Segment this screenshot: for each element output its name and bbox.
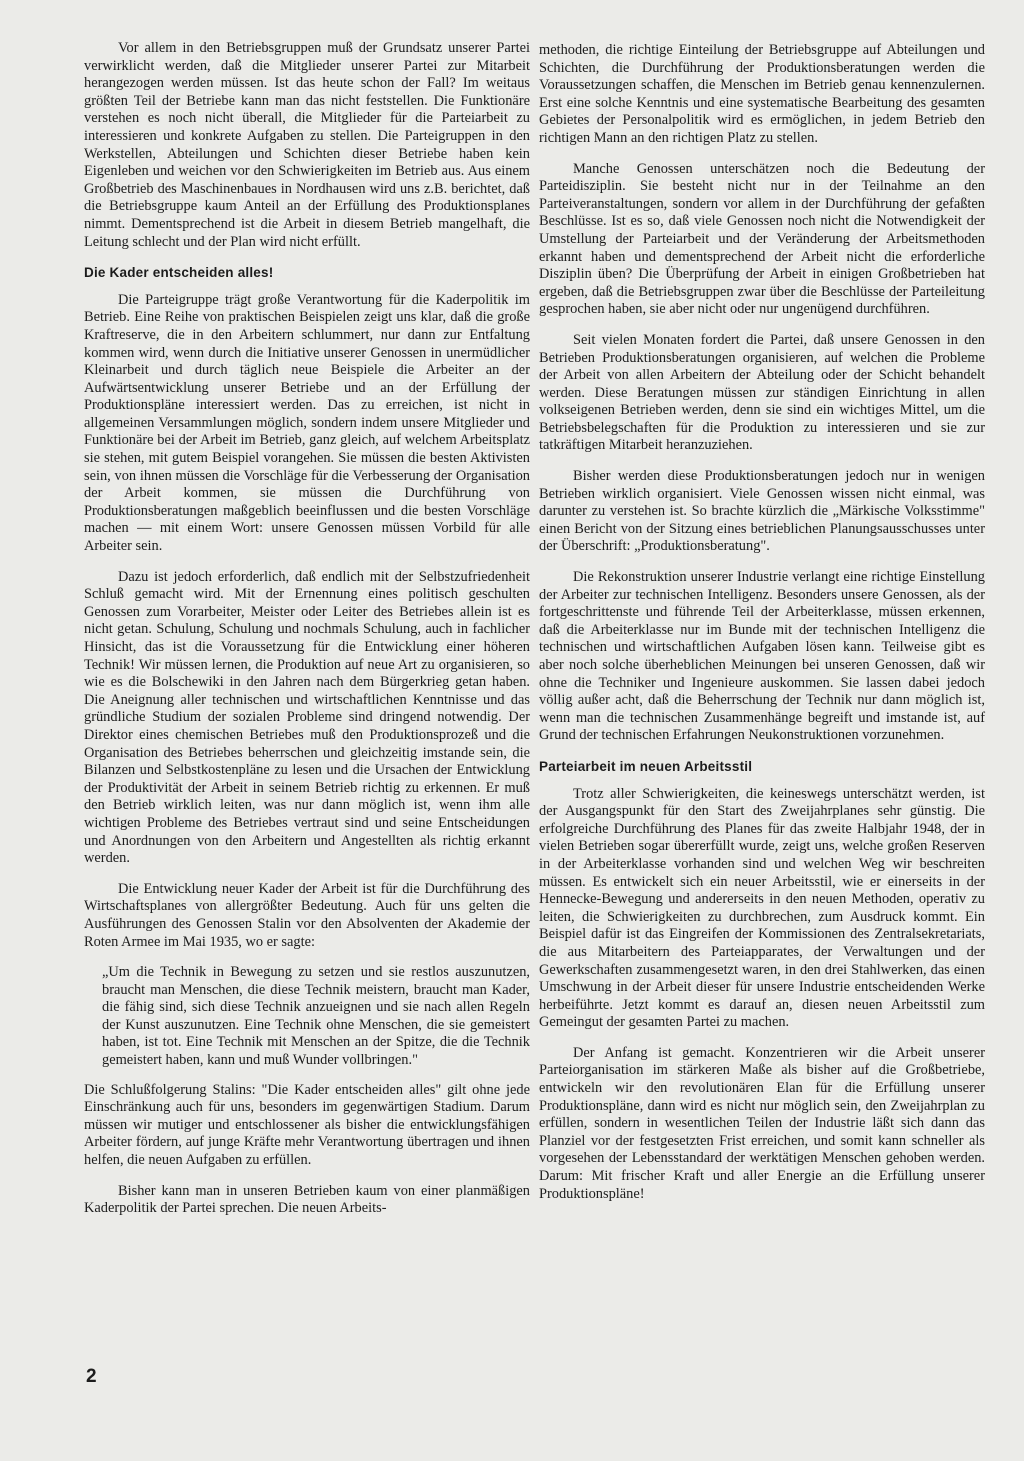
paragraph: Bisher werden diese Produktionsberatungen jedoch nur in wenigen Betrieben wirklich organisiert. Viele Genossen wissen nicht einmal, was darunter zu verstehen ist. So brachte kürzlich die „Märkische Volksstimme" einen Bericht von der Sitzung eines betrieblichen Planungsausschusses unter der Überschrift: „Produktionsberatung". — [539, 468, 985, 555]
right-column — [539, 42, 985, 1216]
page-number: 2 — [86, 1366, 97, 1387]
section-heading: Parteiarbeit im neuen Arbeitsstil — [539, 758, 753, 774]
paragraph: Die Rekonstruktion unserer Industrie verlangt eine richtige Einstellung der Arbeiter zur technischen Intelligenz. Besonders unsere Genossen, als der fortgeschrittenste und führende Teil der Arbeiterklasse, müssen erkennen, daß die Arbeiterklasse nur im Bunde mit der technischen Intelligenz die technischen und wirtschaftlichen Aufgaben lösen kann. Teilweise gibt es aber noch solche überheblichen Meinungen bei unseren Genossen, daß wir ohne die Techniker und Ingenieure auskommen. Sie lassen dabei jedoch völlig außer acht, daß die Beherrschung der Technik nur dann möglich ist, wenn man die technischen Zusammenhänge begreift und imstande ist, auf Grund der technischen Erfahrungen Neukonstruktionen vorzunehmen. — [539, 569, 985, 744]
paragraph: Dazu ist jedoch erforderlich, daß endlich mit der Selbstzufriedenheit Schluß gemacht wird. Mit der Ernennung eines politisch geschulten Genossen zum Vorarbeiter, Meister oder Leiter des Betriebes allein ist es nicht getan. Schulung, Schulung und nochmals Schulung, auch in fachlicher Hinsicht, das ist die Voraussetzung für die Entwicklung einer höheren Technik! Wir müssen lernen, die Produktion auf neue Art zu organisieren, so wie es die Bolschewiki in den Jahren nach dem Bürgerkrieg getan haben. Die Aneignung aller technischen und wirtschaftlichen Kenntnisse und das gründliche Studium der sozialen Probleme sind dringend notwendig. Der Direktor eines chemischen Betriebes muß den Produktionsprozeß und die Organisation des Betriebes beherrschen und gleichzeitig imstande sein, die Bilanzen und Selbstkostenpläne zu lesen und die Ursachen der Entwicklung der Produktivität der Arbeit in seinem Betrieb richtig zu erkennen. Er muß den Betrieb wirklich leiten, was nur dann möglich ist, wenn ihm alle wichtigen Probleme des Betriebes vertraut sind und seine Entscheidungen und Anordnungen von den Arbeitern und Angestellten als richtig erkannt werden. — [84, 568, 530, 867]
paragraph: Die Parteigruppe trägt große Verantwortung für die Kaderpolitik im Betrieb. Eine Reihe von praktischen Beispielen zeigt uns klar, daß die große Kraftreserve, die in den Arbeitern schlummert, nur dann zur Entfaltung kommen wird, wenn durch die Initiative unserer Genossen in unermüdlicher Kleinarbeit und durch täglich neue Beispiele die Arbeiter an der Aufwärtsentwicklung unserer Betriebe und an der Erfüllung der Produktionspläne interessiert werden. Das zu erreichen, ist nicht in allgemeinen Versammlungen möglich, sondern indem unsere Mitglieder und Funktionäre bei der Arbeit im Betrieb, ganz gleich, auf welchem Arbeitsplatz sie stehen, mit gutem Beispiel vorangehen. Sie müssen die besten Aktivisten sein, von ihnen müssen die Vorschläge für die Verbesserung der Organisation der Arbeit kommen, sie müssen die Durchführung von Produktionsberatungen maßgeblich beeinflussen und die besten Vorschläge machen — mit einem Wort: unsere Genossen müssen Vorbild für alle Arbeiter sein. — [84, 291, 530, 555]
paragraph: Trotz aller Schwierigkeiten, die keineswegs unterschätzt werden, ist der Ausgangspunkt für den Start des Zweijahrplanes sehr günstig. Die erfolgreiche Durchführung des Planes für das zweite Halbjahr 1948, der in vielen Betrieben sogar übererfüllt wurde, zeigt uns, welche großen Reserven in der Arbeiterklasse vorhanden sind und welchen Weg wir beschreiten müssen. Es entwickelt sich ein neuer Arbeitsstil, wie er einerseits in der Hennecke-Bewegung und andererseits in den neuen Methoden, operativ zu leiten, die Schwierigkeiten zu durchbrechen, zum Ausdruck kommt. Ein Beispiel dafür ist das Eingreifen der Kommissionen des Zentralsekretariats, die aus Mitarbeitern des Parteiapparates, der Verwaltungen und der Gewerkschaften zusammengesetzt waren, in den drei Stahlwerken, das einen Umschwung in der Arbeit dieser für unsere Industrie entscheidenden Werke herbeiführte. Jetzt kommt es darauf an, diesen neuen Arbeitsstil zum Gemeingut der gesamten Partei zu machen. — [539, 785, 985, 1031]
paragraph: Die Schlußfolgerung Stalins: "Die Kader entscheiden alles" gilt ohne jede Einschränkung auch für uns, besonders im gegenwärtigen Stadium. Darum müssen wir mutiger und entschlossener als bisher die entwicklungsfähigen Arbeiter fördern, auf junge Kräfte mehr Verantwortung übertragen und ihnen helfen, die neuen Aufgaben zu erfüllen. — [84, 1081, 530, 1169]
paragraph: Vor allem in den Betriebsgruppen muß der Grundsatz unserer Partei verwirklicht werden, daß die Mitglieder unserer Partei zur Mitarbeit herangezogen werden müssen. Ist das heute schon der Fall? Im weitaus größten Teil der Betriebe kann man das nicht feststellen. Die Funktionäre verstehen es noch nicht überall, die Mitglieder für die Parteiarbeit zu interessieren und konkrete Aufgaben zu stellen. Die Parteigruppen in den Werkstellen, Abteilungen und Schichten dieser Betriebe haben kein Eigenleben und weichen vor den Schwierigkeiten im Betrieb aus. Aus einem Großbetrieb des Maschinenbaues in Nordhausen wird uns z.B. berichtet, daß die Betriebsgruppe kaum Anteil an der Erfüllung des Produktionsplanes nimmt. Dementsprechend ist die Arbeit in diesem Betrieb mangelhaft, die Leitung schlecht und der Plan wird nicht erfüllt. — [84, 40, 530, 250]
section-heading: Die Kader entscheiden alles! — [84, 265, 274, 281]
paragraph: Manche Genossen unterschätzen noch die Bedeutung der Parteidisziplin. Sie besteht nicht nur in der Teilnahme an den Parteiveranstaltungen, sondern vor allem in der Durchführung der gefaßten Beschlüsse. Ist es so, daß viele Genossen noch nicht die Notwendigkeit der Umstellung der Parteiarbeit und der Veränderung der Arbeitsmethoden erkannt haben und dementsprechend der Arbeit nicht die erforderliche Disziplin üben? Die Überprüfung der Arbeit in einigen Großbetrieben hat ergeben, daß die Betriebsgruppen zwar über die Beschlüsse der Parteileitung gesprochen haben, sie aber nicht oder nur ungenügend durchführen. — [539, 160, 985, 318]
paragraph: Seit vielen Monaten fordert die Partei, daß unsere Genossen in den Betrieben Produktionsberatungen organisieren, auf welchen die Probleme der Arbeit von allen Arbeitern der Abteilung oder der Schicht behandelt werden. Diese Beratungen müssen zur ständigen Einrichtung in allen volkseigenen Betrieben werden, denn sie sind ein wichtiges Mittel, um die Betriebsbelegschaften für die Produktion zu interessieren und sie zur tatkräftigen Mitarbeit heranzuziehen. — [539, 331, 985, 454]
paragraph: Die Entwicklung neuer Kader der Arbeit ist für die Durchführung des Wirtschaftsplanes von allergrößter Bedeutung. Auch für uns gelten die Ausführungen des Genossen Stalin vor den Absolventen der Akademie der Roten Armee im Mai 1935, wo er sagte: — [84, 880, 530, 950]
left-column — [84, 40, 530, 1231]
paragraph: Bisher kann man in unseren Betrieben kaum von einer planmäßigen Kaderpolitik der Partei sprechen. Die neuen Arbeits- — [84, 1182, 530, 1217]
paragraph: Der Anfang ist gemacht. Konzentrieren wir die Arbeit unserer Parteiorganisation im stärkeren Maße als bisher auf die Großbetriebe, entwickeln wir den revolutionären Elan für die Erfüllung unserer Produktionspläne, dann wird es nicht nur möglich sein, den Zweijahrplan zu erfüllen, sondern in wesentlichen Teilen der Industrie läßt sich dann das Planziel vor der festgesetzten Frist erreichen, und somit kann schneller als vorgesehen der Lebensstandard der werktätigen Menschen gehoben werden. Darum: Mit frischer Kraft und aller Energie an die Erfüllung unserer Produktionspläne! — [539, 1044, 985, 1202]
quotation: „Um die Technik in Bewegung zu setzen und sie restlos auszunutzen, braucht man Menschen, die diese Technik meistern, braucht man Kader, die fähig sind, sich diese Technik anzueignen und sie nach allen Regeln der Kunst auszunutzen. Eine Technik ohne Menschen, die sie gemeistert haben, ist tot. Eine Technik mit Menschen an der Spitze, die die Technik gemeistert haben, kann und muß Wunder vollbringen." — [102, 964, 530, 1069]
paragraph: methoden, die richtige Einteilung der Betriebsgruppe auf Abteilungen und Schichten, die Durchführung der Produktionsberatungen werden die Voraussetzungen schaffen, die Menschen im Betrieb genau kennenzulernen. Erst eine solche Kenntnis und eine systematische Bearbeitung des gesamten Gebietes der Personalpolitik wird es ermöglichen, in jedem Betrieb den richtigen Mann an den richtigen Platz zu stellen. — [539, 42, 985, 146]
